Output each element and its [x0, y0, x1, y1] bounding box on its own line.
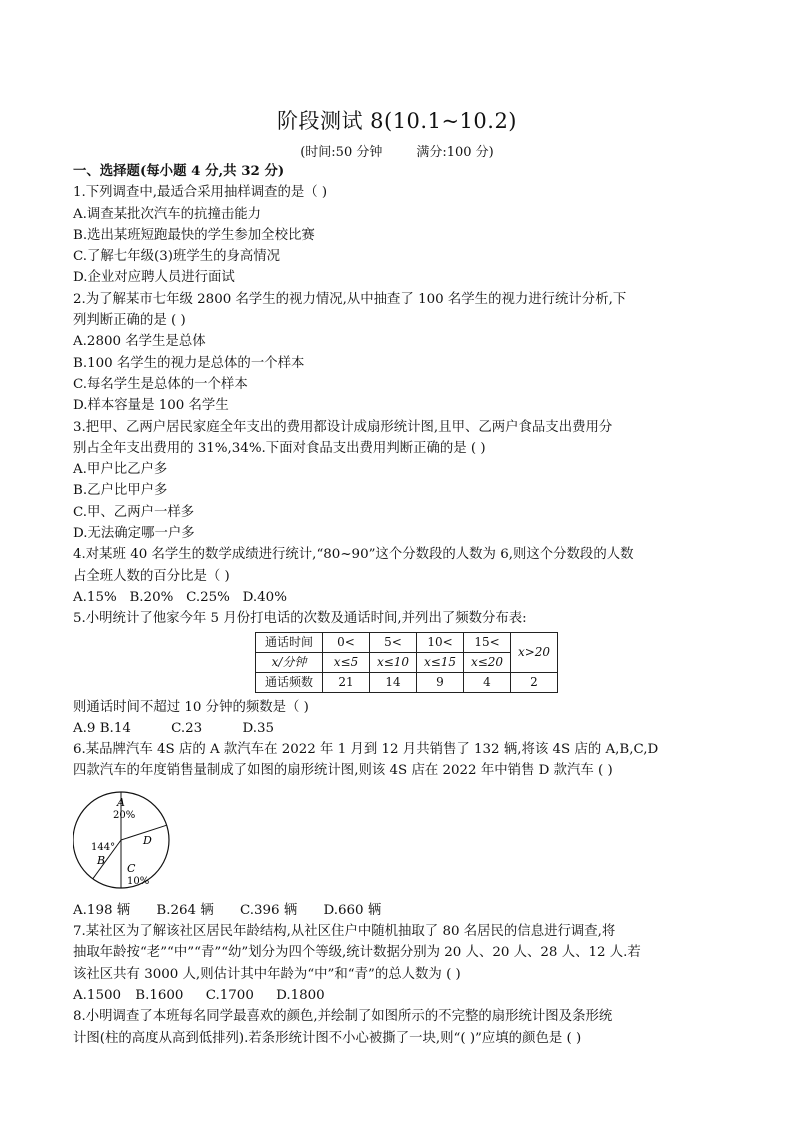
question-8-stem-line1: 8.小明调查了本班每名同学最喜欢的颜色,并绘制了如图所示的不完整的扇形统计图及条形统 — [73, 1009, 613, 1025]
q7-option-a: A.1500 — [73, 987, 122, 1003]
q5-options — [73, 718, 723, 739]
question-6-stem-line1: 6.某品牌汽车 4S 店的 A 款汽车在 2022 年 1 月到 12 月共销售了 132 辆,将该 4S 店的 A,B,C,D — [73, 742, 659, 758]
question-5-stem: 5.小明统计了他家今年 5 月份打电话的次数及通话时间,并列出了频数分布表: — [73, 611, 527, 627]
question-2-stem-line2: 列判断正确的是 ( ) — [73, 313, 186, 329]
pie-chart — [73, 784, 183, 896]
q6-option-b: B.264 辆 — [156, 902, 214, 918]
table-cell: x≤5 — [323, 652, 370, 672]
q4-options: A.15% B.20% C.25% D.40% — [73, 589, 287, 605]
question-1-stem: 1.下列调查中,最适合采用抽样调查的是（ ) — [73, 185, 328, 201]
table-cell: 21 — [323, 672, 370, 692]
pie-label-c-percent: 10% — [127, 875, 150, 887]
table-cell: 14 — [370, 672, 417, 692]
full-score: 满分:100 分) — [416, 145, 494, 160]
table-cell: 通话频数 — [256, 672, 323, 692]
table-cell: 5< — [370, 632, 417, 652]
pie-label-b: B — [97, 853, 106, 867]
question-7-stem-line1: 7.某社区为了解该社区居民年龄结构,从社区住户中随机抽取了 80 名居民的信息进行调查,将 — [73, 924, 616, 940]
pie-label-a-percent: 20% — [113, 809, 136, 821]
q6-options — [73, 900, 723, 921]
q3-option-c: C.甲、乙两户一样多 — [73, 504, 195, 520]
q7-option-c: C.1700 — [205, 987, 254, 1003]
pie-label-a: A — [117, 795, 125, 809]
table-row — [256, 632, 558, 652]
question-3-stem-line2: 别占全年支出费用的 31%,34%.下面对食品支出费用判断正确的是 ( ) — [73, 440, 486, 456]
q1-option-d: D.企业对应聘人员进行面试 — [73, 270, 235, 286]
table-cell: 2 — [511, 672, 558, 692]
question-4-stem-line2: 占全班人数的百分比是（ ) — [73, 568, 230, 584]
q6-option-d: D.660 辆 — [323, 902, 382, 918]
question-8-stem-line2: 计图(柱的高度从高到低排列).若条形统计图不小心被撕了一块,则“( )”应填的颜色是 ( ) — [73, 1030, 582, 1046]
q5-option-b: B.14 — [99, 720, 131, 736]
table-cell: 0< — [323, 632, 370, 652]
q5-option-d: D.35 — [242, 720, 275, 736]
q3-option-a: A.甲户比乙户多 — [73, 462, 168, 478]
question-7-stem-line2: 抽取年龄按“老”“中”“青”“幼”划分为四个等级,统计数据分别为 20 人、20 人、28 人、12 人.若 — [73, 945, 641, 961]
q7-option-b: B.1600 — [135, 987, 184, 1003]
section-heading: 一、选择题(每小题 4 分,共 32 分) — [73, 163, 285, 179]
q2-option-d: D.样本容量是 100 名学生 — [73, 398, 229, 414]
q2-option-c: C.每名学生是总体的一个样本 — [73, 376, 248, 392]
question-list — [73, 161, 723, 1049]
time-limit: (时间:50 分钟 — [300, 145, 383, 160]
frequency-table — [255, 632, 558, 693]
pie-chart-figure — [73, 782, 723, 900]
table-cell: 4 — [464, 672, 511, 692]
table-cell: x/分钟 — [256, 652, 323, 672]
q5-option-a: A.9 — [73, 720, 96, 736]
table-cell: 15< — [464, 632, 511, 652]
table-cell: 10< — [417, 632, 464, 652]
page-title: 阶段测试 8(10.1~10.2) — [276, 109, 518, 133]
q5-option-c: C.23 — [171, 720, 203, 736]
question-4-stem-line1: 4.对某班 40 名学生的数学成绩进行统计,“80~90”这个分数段的人数为 6,则这个分数段的人数 — [73, 547, 634, 563]
q7-option-d: D.1800 — [276, 987, 325, 1003]
q2-option-a: A.2800 名学生是总体 — [73, 334, 206, 350]
table-cell: x≤15 — [417, 652, 464, 672]
table-cell: x>20 — [511, 632, 558, 672]
table-row — [256, 672, 558, 692]
pie-label-d: D — [143, 833, 152, 847]
q1-option-c: C.了解七年级(3)班学生的身高情况 — [73, 249, 281, 265]
pie-label-b-angle: 144° — [91, 841, 116, 853]
q1-option-a: A.调查某批次汽车的抗撞击能力 — [73, 206, 262, 222]
table-cell: 9 — [417, 672, 464, 692]
question-5-question: 则通话时间不超过 10 分钟的频数是（ ) — [73, 699, 309, 715]
question-3-stem-line1: 3.把甲、乙两户居民家庭全年支出的费用都设计成扇形统计图,且甲、乙两户食品支出费用分 — [73, 419, 613, 435]
table-cell: x≤10 — [370, 652, 417, 672]
table-cell: x≤20 — [464, 652, 511, 672]
question-2-stem-line1: 2.为了解某市七年级 2800 名学生的视力情况,从中抽查了 100 名学生的视力进行统计分析,下 — [73, 291, 627, 307]
question-6-stem-line2: 四款汽车的年度销售量制成了如图的扇形统计图,则该 4S 店在 2022 年中销售 D 款汽车 ( ) — [73, 763, 613, 779]
q1-option-b: B.选出某班短跑最快的学生参加全校比赛 — [73, 227, 315, 243]
q7-options — [73, 985, 723, 1006]
exam-info — [0, 141, 794, 160]
q6-option-c: C.396 辆 — [239, 902, 298, 918]
q2-option-b: B.100 名学生的视力是总体的一个样本 — [73, 355, 305, 371]
q6-option-a: A.198 辆 — [73, 902, 131, 918]
q3-option-d: D.无法确定哪一户多 — [73, 526, 195, 542]
q3-option-b: B.乙户比甲户多 — [73, 483, 168, 499]
table-cell: 通话时间 — [256, 632, 323, 652]
question-7-stem-line3: 该社区共有 3000 人,则估计其中年龄为“中”和“青”的总人数为 ( ) — [73, 966, 461, 982]
pie-label-c: C — [127, 861, 136, 875]
